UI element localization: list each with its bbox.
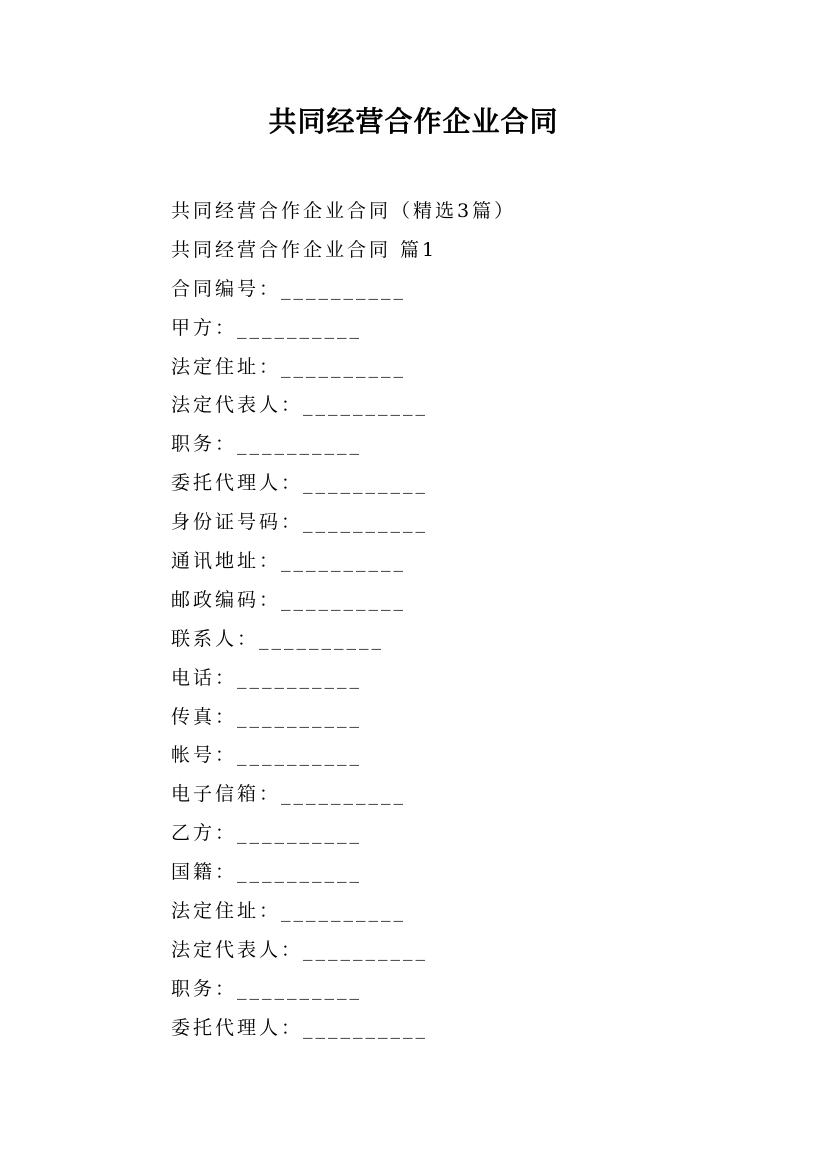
party-a-fax-field: 传真：__________ xyxy=(171,705,363,728)
party-b-nationality-field: 国籍：__________ xyxy=(171,861,363,884)
contract-number-field: 合同编号：__________ xyxy=(171,277,407,300)
party-b-agent-field: 委托代理人：__________ xyxy=(171,1016,429,1039)
party-a-legal-rep-field: 法定代表人：__________ xyxy=(171,394,429,417)
document-body xyxy=(171,192,731,1048)
party-b-position-field: 职务：__________ xyxy=(171,977,363,1000)
section-heading: 共同经营合作企业合同 篇1 xyxy=(171,238,438,261)
party-b-field: 乙方：__________ xyxy=(171,822,363,845)
subtitle-line: 共同经营合作企业合同（精选3篇） xyxy=(171,200,517,222)
party-a-phone-field: 电话：__________ xyxy=(171,666,363,689)
party-a-postcode-field: 邮政编码：__________ xyxy=(171,588,407,611)
document-title: 共同经营合作企业合同 xyxy=(268,105,559,138)
party-a-email-field: 电子信箱：__________ xyxy=(171,783,407,806)
party-a-mail-address-field: 通讯地址：__________ xyxy=(171,550,407,573)
party-a-address-field: 法定住址：__________ xyxy=(171,355,407,378)
party-a-agent-field: 委托代理人：__________ xyxy=(171,472,429,495)
party-a-contact-field: 联系人：__________ xyxy=(171,627,385,650)
party-b-address-field: 法定住址：__________ xyxy=(171,900,407,923)
party-a-field: 甲方：__________ xyxy=(171,316,363,339)
party-a-id-number-field: 身份证号码：__________ xyxy=(171,511,429,534)
party-b-legal-rep-field: 法定代表人：__________ xyxy=(171,938,429,961)
party-a-position-field: 职务：__________ xyxy=(171,433,363,456)
party-a-account-field: 帐号：__________ xyxy=(171,744,363,767)
